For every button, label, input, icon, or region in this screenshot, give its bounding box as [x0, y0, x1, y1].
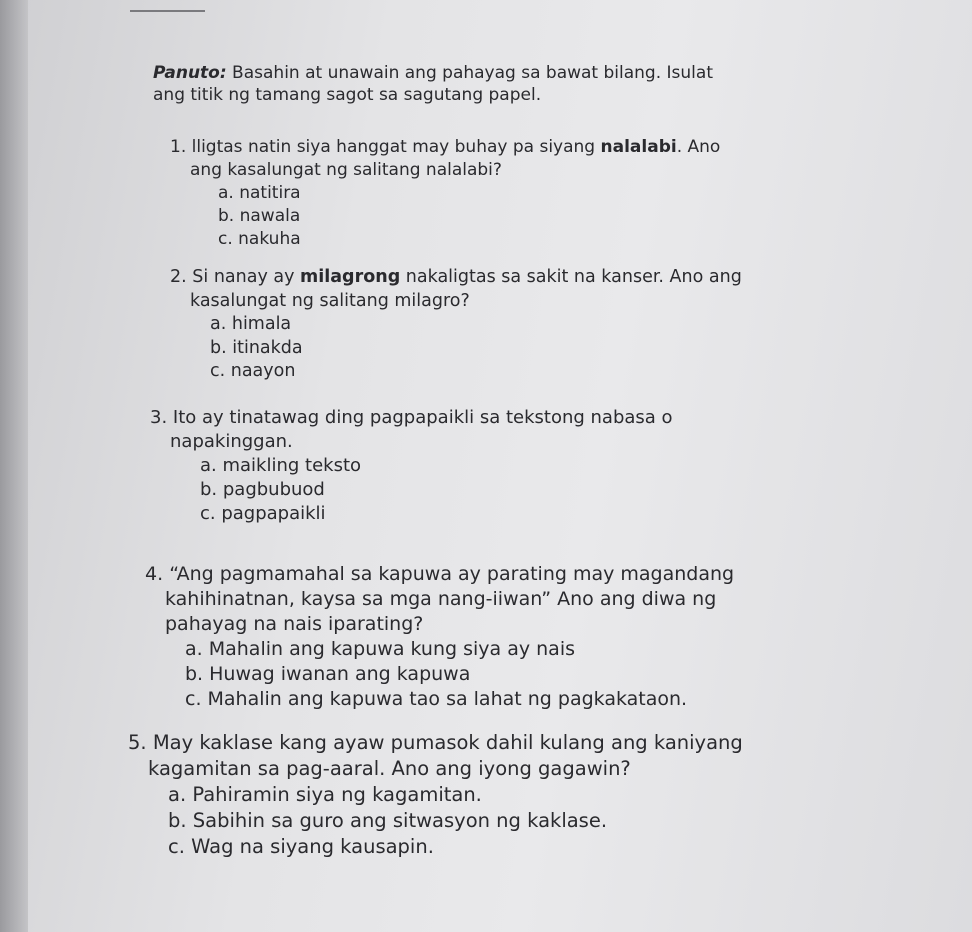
question-5-choice-b: b. Sabihin sa guro ang sitwasyon ng kaklase. [168, 809, 608, 832]
directions-label: Panuto: [153, 63, 227, 83]
question-2-choice-c: c. naayon [210, 361, 296, 381]
question-4-stem-line3: pahayag na nais iparating? [165, 613, 424, 635]
question-5-stem: 5. May kaklase kang ayaw pumasok dahil kulang ang kaniyang [128, 731, 743, 754]
question-2 [170, 266, 810, 384]
question-1-choice-c: c. nakuha [218, 229, 301, 249]
question-1-keyword: nalalabi [600, 137, 677, 157]
question-5-choice-c: c. Wag na siyang kausapin. [168, 835, 434, 858]
question-4-stem: 4. “Ang pagmamahal sa kapuwa ay parating may magandang [145, 563, 735, 585]
question-3-choice-a: a. maikling teksto [200, 455, 362, 476]
question-3 [150, 406, 800, 526]
question-4 [145, 562, 845, 712]
directions-line1: Basahin at unawain ang pahayag sa bawat bilang. Isulat [226, 63, 713, 83]
question-2-keyword: milagrong [300, 267, 401, 287]
question-1 [170, 136, 810, 251]
question-2-choice-a: a. himala [210, 314, 292, 334]
question-2-choice-b: b. itinakda [210, 337, 303, 358]
question-5 [128, 730, 868, 860]
top-pen-mark [130, 10, 205, 12]
question-2-stem: 2. Si nanay ay milagrong nakaligtas sa sakit na kanser. Ano ang [170, 267, 742, 287]
question-4-stem-line2: kahihinatnan, kaysa sa mga nang-iiwan” Ano ang diwa ng [165, 588, 717, 610]
directions [153, 62, 803, 106]
question-5-choice-a: a. Pahiramin siya ng kagamitan. [168, 783, 482, 806]
question-3-choice-b: b. pagbubuod [200, 479, 325, 500]
question-5-stem-line2: kagamitan sa pag-aaral. Ano ang iyong gagawin? [148, 757, 631, 780]
question-4-choice-c: c. Mahalin ang kapuwa tao sa lahat ng pagkakataon. [185, 688, 688, 710]
question-3-choice-c: c. pagpapaikli [200, 503, 326, 524]
question-3-stem: 3. Ito ay tinatawag ding pagpapaikli sa tekstong nabasa o [150, 407, 673, 428]
question-4-choice-a: a. Mahalin ang kapuwa kung siya ay nais [185, 638, 576, 660]
question-2-stem-line2: kasalungat ng salitang milagro? [190, 290, 470, 311]
question-1-stem-line2: ang kasalungat ng salitang nalalabi? [190, 160, 502, 180]
directions-line2: ang titik ng tamang sagot sa sagutang papel. [153, 85, 542, 105]
paper-edge-shadow [0, 0, 28, 932]
question-1-stem: 1. lligtas natin siya hanggat may buhay pa siyang nalalabi. Ano [170, 137, 721, 157]
question-3-stem-line2: napakinggan. [170, 431, 293, 452]
question-1-choice-a: a. natitira [218, 183, 301, 203]
question-1-choice-b: b. nawala [218, 206, 301, 226]
question-4-choice-b: b. Huwag iwanan ang kapuwa [185, 663, 471, 685]
